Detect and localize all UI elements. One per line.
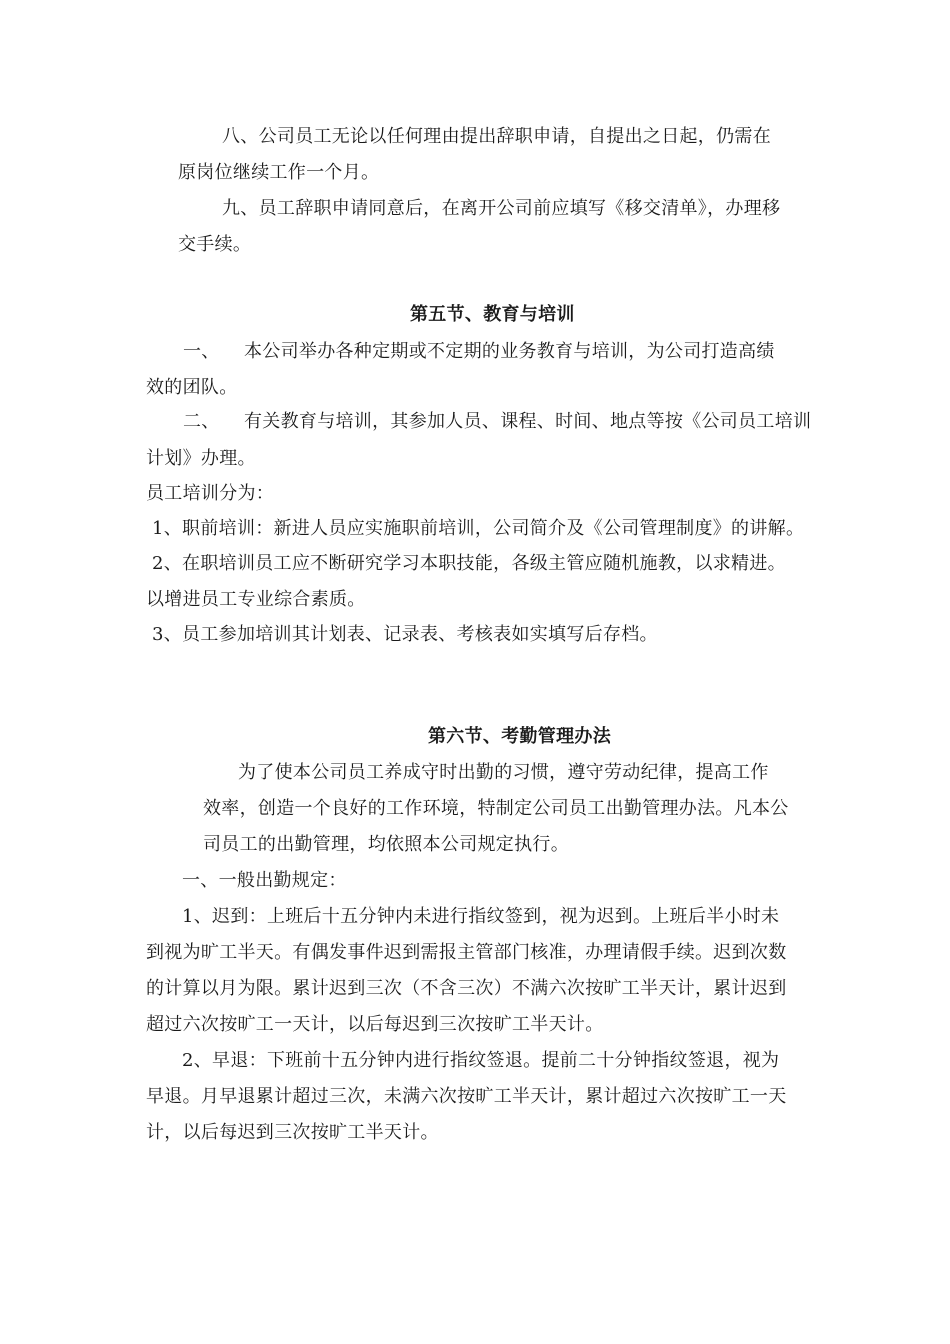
section-5-item-1-line-2: 效的团队。: [146, 377, 238, 398]
late-rule-line-3: 的计算以月为限。累计迟到三次（不含三次）不满六次按旷工半天计，累计迟到: [146, 978, 787, 999]
item-9-line-2: 交手续。: [178, 234, 252, 255]
training-item-1: 1、职前培训：新进人员应实施职前培训，公司简介及《公司管理制度》的讲解。: [152, 518, 805, 539]
section-5-item-1-line-1: 本公司举办各种定期或不定期的业务教育与培训，为公司打造高绩: [244, 341, 775, 362]
item-8-line-1: 八、公司员工无论以任何理由提出辞职申请，自提出之日起，仍需在: [222, 126, 771, 147]
section-5-item-2-line-2: 计划》办理。: [146, 448, 256, 469]
late-rule-line-1: 1、迟到：上班后十五分钟内未进行指纹签到，视为迟到。上班后半小时未: [182, 906, 780, 927]
section-5-item-2-line-1: 有关教育与培训，其参加人员、课程、时间、地点等按《公司员工培训: [244, 411, 812, 432]
early-leave-rule-line-3: 计，以后每迟到三次按旷工半天计。: [146, 1122, 439, 1143]
training-item-2-line-2: 以增进员工专业综合素质。: [146, 589, 366, 610]
early-leave-rule-line-1: 2、早退：下班前十五分钟内进行指纹签退。提前二十分钟指纹签退，视为: [182, 1050, 780, 1071]
training-item-2-line-1: 2、在职培训员工应不断研究学习本职技能，各级主管应随机施教，以求精进。: [152, 553, 786, 574]
late-rule-line-2: 到视为旷工半天。有偶发事件迟到需报主管部门核准，办理请假手续。迟到次数: [146, 942, 787, 963]
section-6-intro-line-1: 为了使本公司员工养成守时出勤的习惯，遵守劳动纪律，提高工作: [238, 762, 769, 783]
training-item-3: 3、员工参加培训其计划表、记录表、考核表如实填写后存档。: [152, 624, 658, 645]
training-intro: 员工培训分为：: [146, 483, 275, 504]
general-attendance-heading: 一、一般出勤规定：: [182, 870, 347, 891]
section-5-item-2-number: 二、: [183, 411, 220, 432]
section-5-item-1-number: 一、: [183, 341, 220, 362]
section-6-intro-line-3: 司员工的出勤管理，均依照本公司规定执行。: [203, 834, 569, 855]
item-9-line-1: 九、员工辞职申请同意后，在离开公司前应填写《移交清单》，办理移: [222, 198, 781, 219]
section-6-title: 第六节、考勤管理办法: [428, 726, 611, 747]
item-8-line-2: 原岗位继续工作一个月。: [178, 162, 380, 183]
early-leave-rule-line-2: 早退。月早退累计超过三次，未满六次按旷工半天计，累计超过六次按旷工一天: [146, 1086, 787, 1107]
late-rule-line-4: 超过六次按旷工一天计，以后每迟到三次按旷工半天计。: [146, 1014, 604, 1035]
section-6-intro-line-2: 效率，创造一个良好的工作环境，特制定公司员工出勤管理办法。凡本公: [203, 798, 789, 819]
section-5-title: 第五节、教育与培训: [410, 304, 575, 325]
